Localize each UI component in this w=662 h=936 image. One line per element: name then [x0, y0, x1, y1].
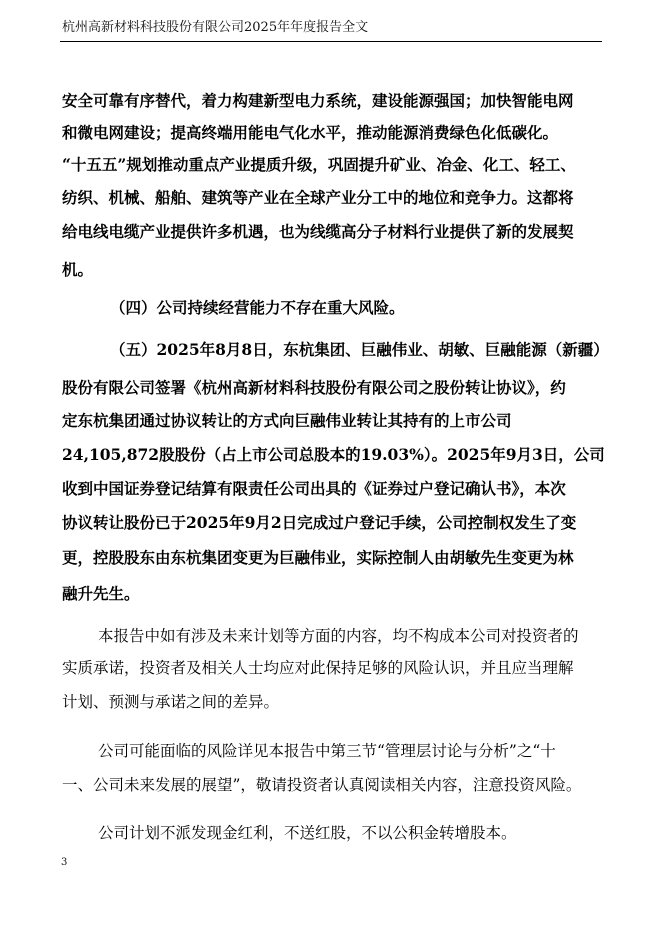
text-line: 协议转让股份已于2025年9月2日完成过户登记手续，公司控制权发生了变	[62, 513, 577, 532]
section-four-statement: （四）公司持续经营能力不存在重大风险。	[110, 298, 405, 317]
text-line: 纺织、机械、船舶、建筑等产业在全球产业分工中的地位和竞争力。这都将	[62, 188, 574, 207]
risk-notice: 公司可能面临的风险详见本报告中第三节“管理层讨论与分析”之“十	[98, 742, 556, 760]
text-line: 股份有限公司签署《杭州高新材料科技股份有限公司之股份转让协议》，约	[62, 378, 566, 397]
text-line: 安全可靠有序替代，着力构建新型电力系统，建设能源强国；加快智能电网	[62, 91, 574, 110]
page-number: 3	[61, 857, 68, 868]
forward-looking-statement: 本报告中如有涉及未来计划等方面的内容，均不构成本公司对投资者的	[98, 627, 579, 645]
text-line: “十五五”规划推动重点产业提质升级，巩固提升矿业、冶金、化工、轻工、	[62, 155, 576, 174]
dividend-plan-statement: 公司计划不派发现金红利，不送红股，不以公积金转增股本。	[98, 824, 517, 842]
text-line: 实质承诺，投资者及相关人士均应对此保持足够的风险认识，并且应当理解	[62, 659, 574, 677]
text-line: 和微电网建设；提高终端用能电气化水平，推动能源消费绿色化低碳化。	[62, 123, 559, 142]
text-line: 更，控股股东由东杭集团变更为巨融伟业，实际控制人由胡敏先生变更为林	[62, 548, 574, 567]
header-divider	[60, 41, 602, 42]
section-five-line: （五）2025年8月8日，东杭集团、巨融伟业、胡敏、巨融能源（新疆）	[110, 340, 609, 359]
text-line: 融升先生。	[62, 584, 140, 603]
text-line: 定东杭集团通过协议转让的方式向巨融伟业转让其持有的上市公司	[62, 411, 512, 430]
text-line: 收到中国证券登记结算有限责任公司出具的《证券过户登记确认书》，本次	[62, 479, 566, 498]
text-line: 给电线电缆产业提供许多机遇，也为线缆高分子材料行业提供了新的发展契	[62, 222, 574, 241]
text-line: 机。	[62, 260, 94, 279]
text-line: 24,105,872股股份（占上市公司总股本的19.03%）。2025年9月3日，公司	[62, 445, 605, 464]
report-header-title: 杭州高新材料科技股份有限公司2025年年度报告全文	[62, 20, 369, 35]
text-line: 一、公司未来发展的展望”，敬请投资者认真阅读相关内容，注意投资风险。	[62, 776, 582, 794]
text-line: 计划、预测与承诺之间的差异。	[62, 693, 280, 711]
